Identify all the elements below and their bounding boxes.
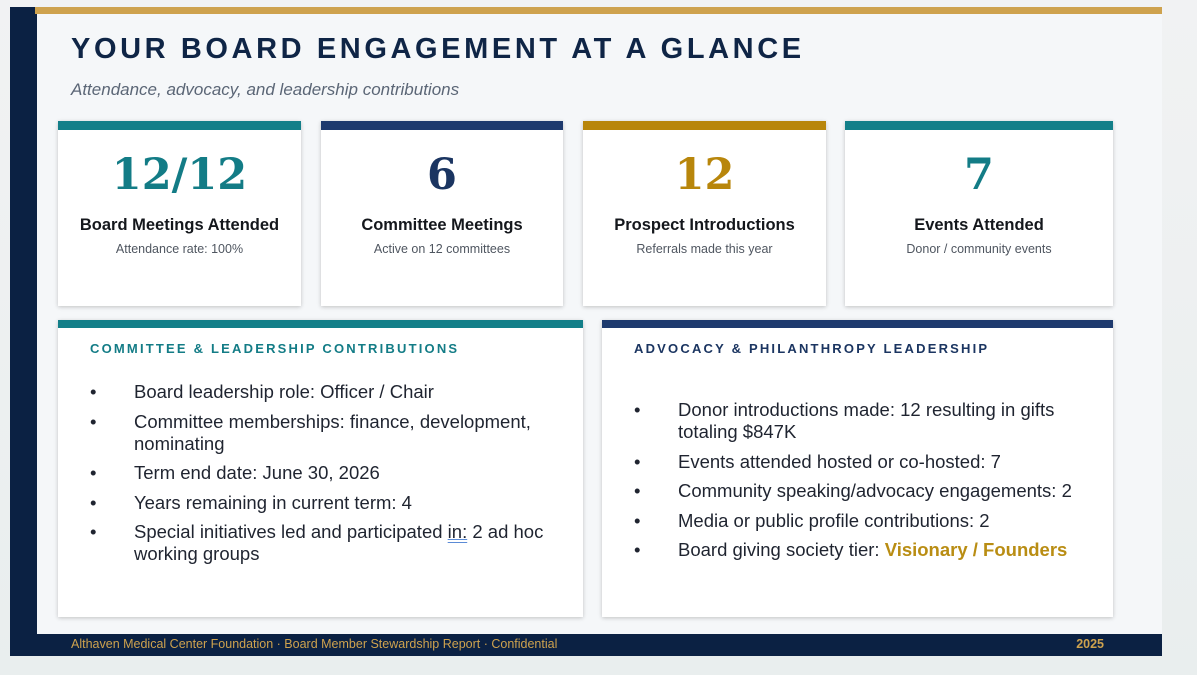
bullet-icon: • (90, 410, 97, 432)
stat-card-committee-meetings (321, 121, 563, 306)
page-subtitle: Attendance, advocacy, and leadership contributions (71, 80, 460, 99)
stat-card-prospect-introductions (583, 121, 826, 306)
spellcheck-underlined-word[interactable]: in: (447, 521, 468, 543)
panel-accent (602, 320, 1113, 328)
list-item (90, 521, 563, 565)
stat-label: Prospect Introductions (614, 216, 795, 234)
list-item-text: Donor introductions made: 12 resulting in gifts totaling $847K (678, 399, 1055, 442)
top-accent-bar (35, 7, 1162, 14)
stat-label: Board Meetings Attended (79, 216, 280, 234)
list-item (634, 539, 1093, 561)
stat-sublabel: Donor / community events (906, 242, 1052, 256)
list-item-text: Committee memberships: finance, development, nominating (134, 410, 531, 454)
bullet-icon: • (634, 399, 641, 420)
list-item (90, 462, 563, 484)
list-item-text: Term end date: June 30, 2026 (134, 462, 380, 484)
stat-card-board-meetings (58, 121, 301, 306)
stat-value: 12 (674, 150, 735, 200)
list-item (90, 492, 563, 514)
list-item (634, 451, 1093, 473)
bullet-icon: • (90, 462, 97, 484)
stat-sublabel: Active on 12 committees (373, 242, 511, 256)
stat-value: 7 (964, 150, 994, 200)
page-title: YOUR BOARD ENGAGEMENT AT A GLANCE (71, 33, 805, 65)
footer-text: Althaven Medical Center Foundation · Board Member Stewardship Report · Confidential (71, 637, 558, 651)
list-item-text: Board giving society tier: (678, 539, 885, 561)
committee-bullet-list (90, 381, 563, 573)
list-item-text: Events attended hosted or co-hosted: 7 (678, 450, 1001, 472)
panel-accent (58, 320, 583, 328)
giving-tier-highlight: Visionary / Founders (884, 539, 1068, 561)
stat-card-accent (321, 121, 563, 130)
stat-value: 6 (427, 150, 457, 200)
list-item-text: Years remaining in current term: 4 (134, 491, 412, 513)
stat-label: Events Attended (914, 216, 1044, 234)
stat-sublabel: Referrals made this year (636, 242, 773, 256)
left-accent-bar (10, 7, 37, 656)
list-item-text: Community speaking/advocacy engagements: 2 (678, 480, 1072, 502)
footer-year: 2025 (1076, 637, 1104, 651)
list-item-text: Board leadership role: Officer / Chair (134, 381, 434, 402)
stat-card-accent (583, 121, 826, 130)
list-item (90, 411, 563, 455)
list-item (90, 381, 563, 403)
list-item-text: Special initiatives led and participated (134, 521, 448, 543)
stat-sublabel: Attendance rate: 100% (115, 242, 244, 256)
panel-heading: COMMITTEE & LEADERSHIP CONTRIBUTIONS (90, 341, 460, 356)
list-item-text: 2 ad hoc working groups (134, 521, 544, 565)
list-item (634, 480, 1093, 502)
bullet-icon: • (634, 509, 641, 531)
bullet-icon: • (634, 480, 641, 502)
committee-leadership-panel (58, 320, 583, 617)
bullet-icon: • (90, 521, 97, 543)
slide (10, 7, 1162, 656)
stat-value: 12/12 (111, 150, 248, 200)
bullet-icon: • (634, 450, 641, 472)
stat-card-events-attended (845, 121, 1113, 306)
bullet-icon: • (634, 539, 641, 561)
stat-card-accent (845, 121, 1113, 130)
list-item (634, 510, 1093, 532)
stat-label: Committee Meetings (361, 216, 523, 234)
list-item-text: Media or public profile contributions: 2 (678, 509, 990, 531)
list-item (634, 399, 1093, 443)
bullet-icon: • (90, 491, 97, 513)
footer-bar (35, 634, 1162, 656)
bullet-icon: • (90, 381, 97, 402)
stat-card-accent (58, 121, 301, 130)
advocacy-bullet-list (634, 399, 1093, 569)
advocacy-philanthropy-panel (602, 320, 1113, 617)
panel-heading: ADVOCACY & PHILANTHROPY LEADERSHIP (634, 341, 990, 356)
